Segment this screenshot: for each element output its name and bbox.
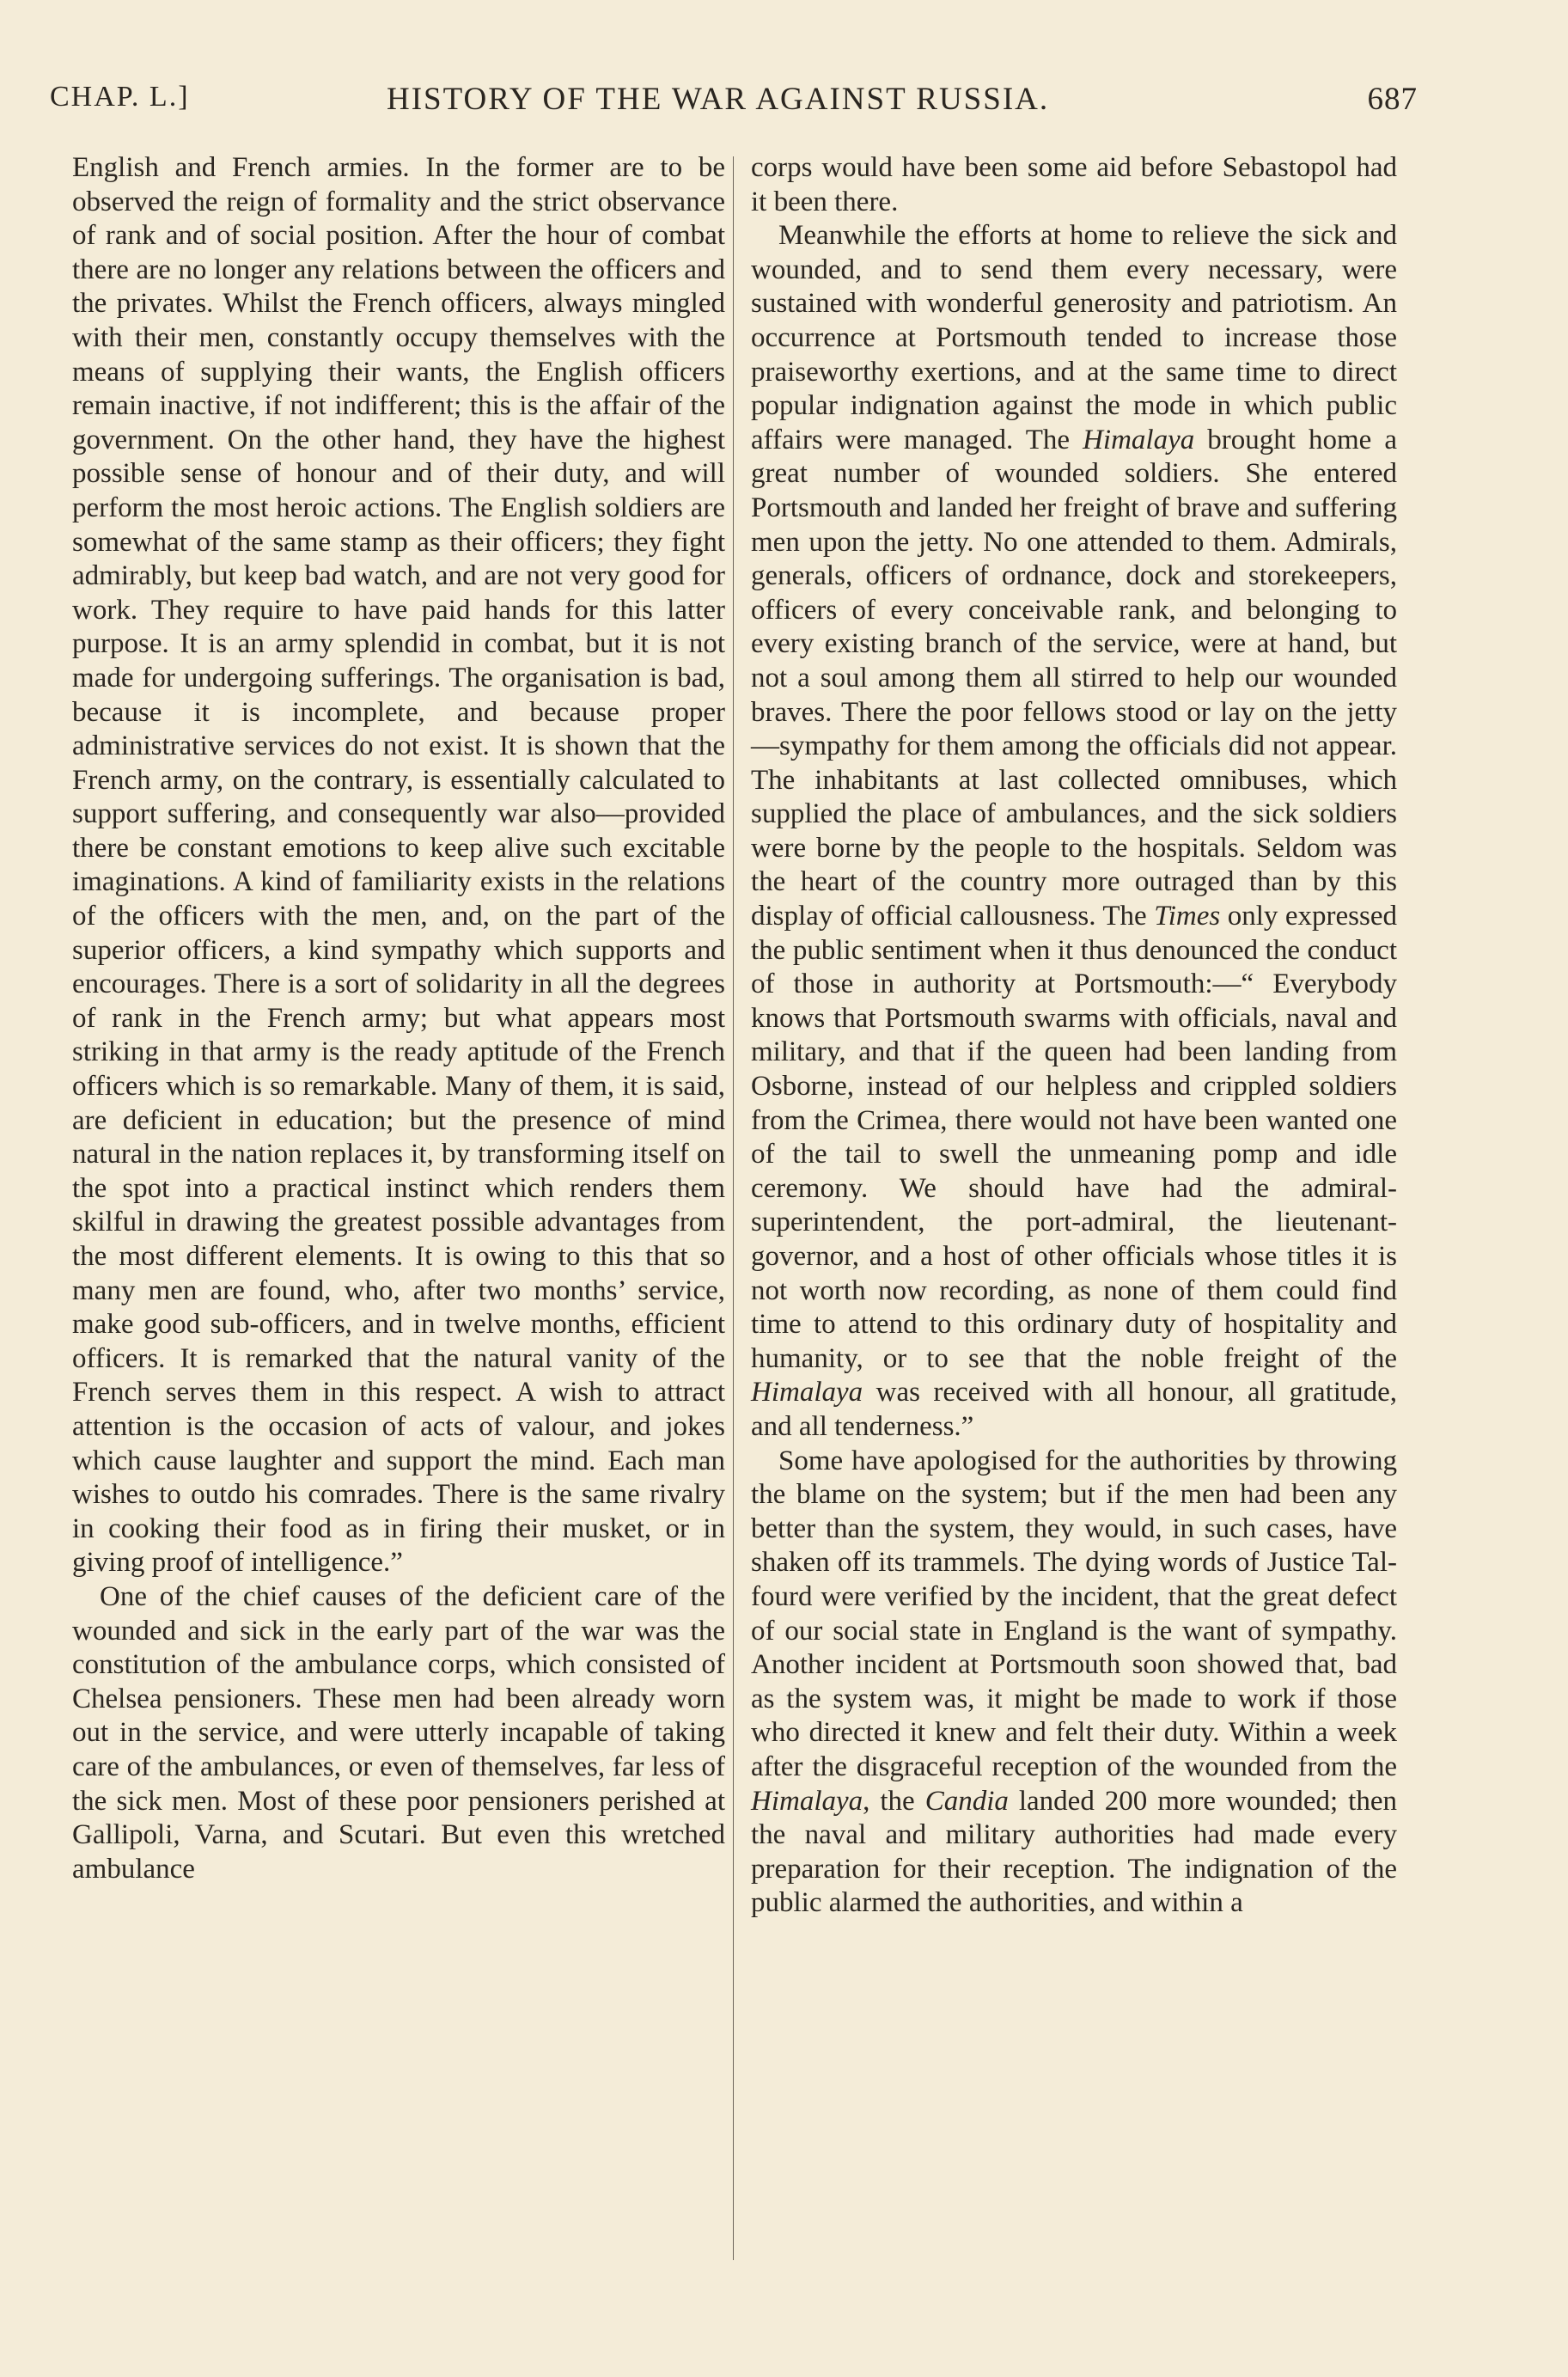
left-column	[72, 151, 725, 1886]
ship-name: Himalaya	[751, 1377, 863, 1408]
paragraph	[751, 219, 1397, 1444]
text-run: brought home a great number of wounded soldiers. She entered Portsmouth and landed her freight of brave and suffering men upon the jetty. No one attended to them. Admirals, generals, officers of ordnance, dock and storekeepers, officers of every conceivable rank, and belonging to every existing branch of the service, were at hand, but not a soul among them all stirred to help our wounded braves. There the poor fellows stood or lay on the jetty—sympathy for them among the officials did not appear. The inhabitants at last collected omnibuses, which supplied the place of ambulances, and the sick soldiers were borne by the people to the hospitals. Seldom was the heart of the country more outraged than by this display of official callousness. The	[751, 424, 1398, 932]
running-head	[50, 81, 1418, 132]
page-number: 687	[1367, 82, 1418, 117]
ship-name: Himalaya	[1083, 424, 1195, 455]
text-run: Meanwhile the efforts at home to relieve the sick and wounded, and to send them every necessary, were sustained with wonderful generosity and patriotism. An occurrence at Portsmouth tended to increase those praiseworthy exertions, and at the same time to direct popular indignation against the mode in which public affairs were managed. The	[751, 220, 1397, 455]
text-run: was received with all honour, all gratitude, and all tenderness.”	[751, 1377, 1397, 1442]
ship-name: Himalaya	[751, 1785, 863, 1817]
text-run: Some have apologised for the authorities by throwing the blame on the system; but if the men had been any better than the system, they would, in such cases, have shaken off its trammels. The dying words of Justice Talfourd were verified by the incident, that the great defect of our social state in England is the want of sympathy. Another incident at Portsmouth soon showed that, bad as the system was, it might be made to work if those who directed it knew and felt their duty. Within a week after the disgraceful reception of the wounded from the	[751, 1445, 1397, 1782]
running-title: HISTORY OF THE WAR AGAINST RUSSIA.	[387, 82, 1050, 117]
right-column	[751, 151, 1397, 1921]
paragraph: corps would have been some aid before Sebastopol had it been there.	[751, 152, 1397, 217]
ship-name: Candia	[924, 1785, 1009, 1817]
paragraph: English and French armies. In the former are to be observed the reign of formality and the strict observance of rank and of social position. After the hour of combat there are no longer any relations between the officers and the privates. Whilst the French officers, always mingled with their men, constantly occupy themselves with the means of supplying their wants, the English officers remain inactive, if not indifferent; this is the affair of the government. On the other hand, they have the highest possible sense of honour and of their duty, and will perform the most heroic actions. The English soldiers are somewhat of the same stamp as their officers; they fight admirably, but keep bad watch, and are not very good for work. They require to have paid hands for this latter purpose. It is an army splendid in combat, but it is not made for undergoing sufferings. The organisation is bad, because it is incomplete, and because proper administrative services do not exist. It is shown that the French army, on the contrary, is essentially calculated to support suffering, and consequently war also—provided there be constant emotions to keep alive such excitable imaginations. A kind of familiarity exists in the relations of the officers with the men, and, on the part of the superior officers, a kind sympathy which supports and encourages. There is a sort of solidarity in all the degrees of rank in the French army; but what appears most striking in that army is the ready aptitude of the French officers which is so remarkable. Many of them, it is said, are deficient in education; but the presence of mind natural in the nation replaces it, by transforming itself on the spot into a practical instinct which renders them skilful in drawing the greatest possible advantages from the most different elements. It is owing to this that so many men are found, who, after two months’ service, make good sub-officers, and in twelve months, efficient officers. It is remarked that the natural vanity of the French serves them in this respect. A wish to attract attention is the occasion of acts of valour, and jokes which cause laughter and support the mind. Each man wishes to outdo his comrades. There is the same rivalry in cooking their food as in firing their musket, or in giving proof of intelligence.”	[72, 152, 725, 1579]
text-run: , the	[863, 1785, 925, 1817]
newspaper-name: Times	[1154, 901, 1221, 932]
text-run: only expressed the public sentiment when it thus denounced the conduct of those in authority at Portsmouth:—“ Everybody knows that Portsmouth swarms with officials, naval and military, and that if the queen had been landing from Osborne, instead of our helpless and crippled soldiers from the Crimea, there would not have been wanted one of the tail to swell the unmeaning pomp and idle ceremony. We should have had the admiral-superintendent, the port-admiral, the lieutenant-governor, and a host of other officials whose titles it is not worth now recording, as none of them could find time to attend to this ordinary duty of hospitality and humanity, or to see that the noble freight of the	[751, 901, 1397, 1374]
text-run: landed 200 more wounded; then the naval and military authorities had made every preparation for their reception. The indignation of the public alarmed the authorities, and within a	[751, 1785, 1397, 1919]
paragraph	[751, 1445, 1397, 1921]
chapter-label: CHAP. L.]	[50, 81, 190, 113]
column-divider	[733, 156, 734, 2260]
paragraph: One of the chief causes of the deficient care of the wounded and sick in the early part of the war was the constitution of the ambulance corps, which consisted of Chelsea pensioners. These men had been already worn out in the service, and were utterly incapable of taking care of the ambulances, or even of themselves, far less of the sick men. Most of these poor pensioners perished at Gallipoli, Varna, and Scutari. But even this wretched ambulance	[72, 1580, 725, 1885]
